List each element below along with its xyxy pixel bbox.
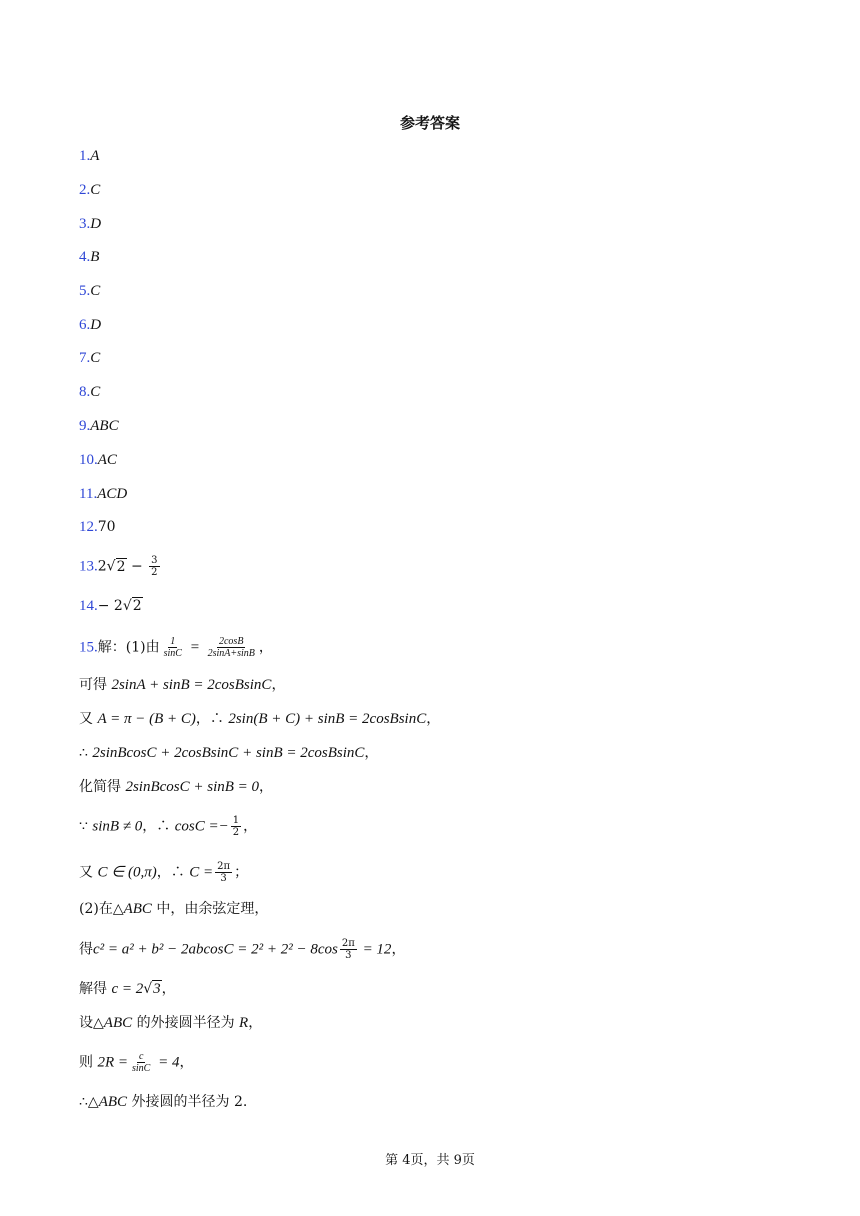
denominator: 3 — [220, 873, 227, 884]
answer-value: D — [90, 216, 102, 232]
text: ∴△ — [79, 1094, 99, 1110]
answer-line — [79, 382, 100, 402]
fraction — [215, 861, 232, 884]
punct: ， — [259, 779, 274, 795]
text: ∴ — [79, 745, 93, 761]
numerator: 2π — [217, 861, 231, 872]
math: ABC — [103, 1015, 133, 1031]
answer-value: C — [90, 283, 101, 299]
answer-line — [79, 450, 117, 470]
text: 得 — [79, 941, 93, 958]
punct: . — [242, 1094, 248, 1110]
math: = 4 — [154, 1054, 180, 1071]
answer-value: A — [90, 148, 100, 164]
answer-number: 10. — [79, 452, 98, 468]
answer-line — [79, 517, 116, 537]
text: 设△ — [79, 1015, 104, 1031]
text: 化简得 — [79, 779, 126, 795]
answer-number: 14. — [79, 598, 98, 614]
solution-line — [79, 1051, 193, 1074]
text: (2)在△ — [79, 901, 124, 917]
text: ，∴ — [195, 711, 229, 727]
text: 中，由余弦定理， — [151, 901, 269, 917]
denominator: 2 — [151, 567, 158, 578]
fraction — [206, 636, 257, 659]
answer-line: 14.− 2√2 — [79, 598, 142, 614]
text: 外接圆的半径为 — [127, 1094, 234, 1110]
radicand: 2 — [132, 598, 142, 614]
answer-number: 5. — [79, 283, 91, 299]
math: A = π − (B + C) — [97, 711, 196, 727]
solution-line — [79, 815, 257, 838]
coefficient: 2 — [97, 558, 107, 575]
radicand: 2 — [116, 558, 126, 575]
solution-line — [79, 675, 285, 695]
solution-line: 解得 c = 2√3， — [79, 981, 176, 997]
denominator: 2 — [232, 827, 240, 838]
punct: ， — [248, 1015, 263, 1031]
solution-line — [79, 938, 405, 961]
text: ，∴ — [156, 864, 190, 881]
answer-number: 1. — [79, 148, 91, 164]
answer-number: 7. — [79, 350, 91, 366]
answer-number: 11. — [79, 486, 98, 502]
answer-line — [79, 315, 101, 335]
text: ，∴ — [142, 818, 175, 835]
punct: ， — [243, 818, 258, 835]
punct: ； — [234, 864, 249, 881]
answer-line — [79, 214, 101, 234]
answer-number: 15. — [79, 639, 98, 656]
operator: − — [126, 558, 148, 575]
fraction — [149, 555, 159, 578]
text: 又 — [79, 711, 98, 727]
radicand: 3 — [153, 981, 161, 997]
numerator: 2cosB — [218, 636, 244, 647]
equals: = — [185, 639, 204, 656]
solution-line — [79, 1013, 262, 1033]
prefix: − 2 — [97, 598, 123, 614]
math: cosC =− — [174, 818, 229, 835]
solution-line — [79, 743, 378, 763]
math: 2sinBcosC + 2cosBsinC + sinB = 2cosBsinC — [92, 745, 365, 761]
math: 2R = — [97, 1054, 128, 1071]
answer-number: 9. — [79, 418, 91, 434]
numerator: 1 — [232, 815, 240, 826]
fraction — [130, 1051, 152, 1074]
numerator: 2π — [341, 938, 355, 949]
math: c² = a² + b² − 2abcosC = 2² + 2² − 8cos — [93, 941, 338, 958]
answer-value: 70 — [97, 519, 116, 535]
denominator: sinC — [132, 1063, 151, 1074]
solution-line — [79, 636, 273, 659]
answer-line — [79, 146, 99, 166]
solution-line — [79, 709, 440, 729]
answer-number: 4. — [79, 249, 91, 265]
punct: ， — [271, 677, 286, 693]
answer-line — [79, 416, 119, 436]
answer-number: 3. — [79, 216, 91, 232]
punct: ， — [161, 981, 176, 997]
answer-number: 8. — [79, 384, 91, 400]
fraction — [162, 636, 184, 659]
answer-value: ACD — [97, 486, 128, 502]
answer-line — [79, 247, 99, 267]
math: C = — [189, 864, 214, 881]
answer-line: 13.2√2 − $\frac{3}{2}$ — [79, 555, 158, 578]
fraction — [340, 938, 357, 961]
math: sinB ≠ 0 — [92, 818, 143, 835]
answer-value: ABC — [90, 418, 119, 434]
punct: ， — [391, 941, 406, 958]
math: 2 — [233, 1094, 243, 1110]
math: 2sinA + sinB = 2cosBsinC — [111, 677, 272, 693]
numerator: 3 — [151, 555, 158, 566]
denominator: 2sinA+sinB — [207, 648, 255, 659]
answer-number: 13. — [79, 558, 98, 575]
denominator: sinC — [163, 648, 182, 659]
answer-value: C — [90, 350, 101, 366]
answer-value: C — [90, 384, 101, 400]
text: 解：(1)由 — [97, 639, 160, 656]
text: 解得 — [79, 981, 112, 997]
punct: ， — [179, 1054, 194, 1071]
answer-line — [79, 180, 100, 200]
denominator: 3 — [345, 950, 352, 961]
math: C ∈ (0,π) — [97, 864, 157, 881]
answer-line — [79, 348, 100, 368]
answer-value: B — [90, 249, 100, 265]
math: 2sin(B + C) + sinB = 2cosBsinC — [228, 711, 427, 727]
numerator: 1 — [170, 636, 176, 647]
solution-line — [79, 899, 268, 919]
punct: ， — [364, 745, 379, 761]
math: c = 2 — [111, 981, 144, 997]
punct: ， — [258, 639, 273, 656]
answer-line — [79, 484, 127, 504]
text: 的外接圆半径为 — [132, 1015, 240, 1031]
answer-number: 6. — [79, 317, 91, 333]
solution-line — [79, 861, 248, 884]
solution-line — [79, 1092, 247, 1112]
math: ABC — [98, 1094, 128, 1110]
answer-number: 2. — [79, 182, 91, 198]
math: 2sinBcosC + sinB = 0 — [125, 779, 260, 795]
text: 又 — [79, 864, 98, 881]
math: = 12 — [358, 941, 392, 958]
answer-value: AC — [97, 452, 117, 468]
text: 可得 — [79, 677, 112, 693]
text: ∵ — [79, 818, 93, 835]
punct: ， — [426, 711, 441, 727]
text: 则 — [79, 1054, 98, 1071]
math: R — [239, 1015, 249, 1031]
fraction — [231, 815, 241, 838]
solution-line — [79, 777, 273, 797]
page-footer: 第 4页，共 9页 — [385, 1153, 475, 1168]
answer-line — [79, 281, 100, 301]
answer-value: D — [90, 317, 102, 333]
math: ABC — [123, 901, 152, 917]
page-title: 参考答案 — [399, 114, 460, 132]
answer-value: C — [90, 182, 101, 198]
numerator: c — [138, 1051, 144, 1062]
answer-number: 12. — [79, 519, 98, 535]
